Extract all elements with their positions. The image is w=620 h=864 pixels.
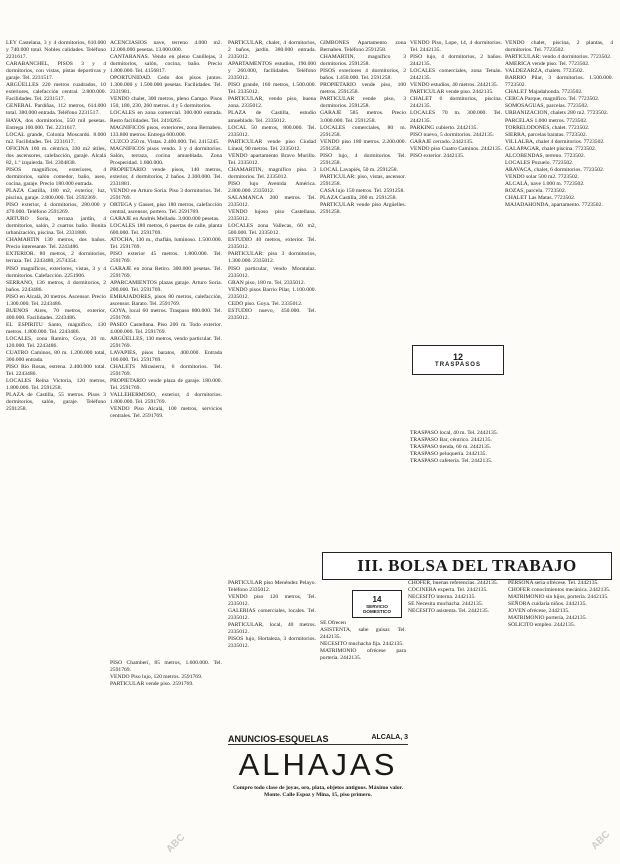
alhajas-body: Compro todo clase de joyas, oro, plata, objetos antiguos. Máximo valor. Monte. Calle Espoz y Mina, 15, piso primero. xyxy=(232,785,404,798)
classified-ad: PISO exterior, 4 dormitorios, 280.000 y 470.000. Teléfono 2591269. xyxy=(6,202,106,216)
classified-ad: HAYA, dos dormitorios, 550 mil pesetas. Entrega 100.000. Tel. 2231617. xyxy=(6,117,106,131)
classified-ad: CHALETS Mirasierra, 6 dormitorios. Tel. 2591769. xyxy=(110,364,222,378)
classified-ad: LOCAL grande, Colonia Moscardó. 8.000 m2. Facilidades. Tel. 2231617. xyxy=(6,131,106,145)
classified-ad: CUATRO Caminos, 80 m. 1.200.000 total, 300.000 entrada. xyxy=(6,350,106,364)
alhajas-headline: ALHAJAS xyxy=(238,747,398,782)
classified-ad: CHAMARTIN 130 metros, dos baños. Precio interesante. Tel. 2243486. xyxy=(6,237,106,251)
classified-ad: PISO Río Rosas, estrena. 2.400.000 total. Tel. 2243486. xyxy=(6,364,106,378)
classified-ad: PISO Chamberí, 85 metros, 1.600.000. Tel. 2591769. xyxy=(110,660,222,674)
classified-ad: VENDO piso 120 metros, Tel. 2335012. xyxy=(228,594,316,608)
classified-ad: ARGÜELLES, 130 metros, vendo particular. Tel. 2591769. xyxy=(110,335,222,350)
classified-ad: VENDO solar 500 m2. 7723502. xyxy=(505,173,579,180)
classified-ad: PISO nuevo, 5 dormitorios. 2442135. xyxy=(410,131,495,138)
classified-ad: VENDO Piso, Lope, 14, 4 dormitorios. Tel. 2442135. xyxy=(410,40,502,54)
classified-ad: CHOFER, buenas referencias. 2442135. xyxy=(408,580,499,586)
classified-ad: MATRIMONIO sin hijos, portería. 2442135. xyxy=(508,594,609,601)
classified-ad: OPORTUNIDAD. Cedo dos pisos juntos. 1.300.000 y 1.500.000 pesetas. Facilidades. Tel. 2331981. xyxy=(110,75,222,96)
classified-ad: PARTICULAR vende piso. 2442135. xyxy=(410,89,494,96)
classified-ad: PARTICULAR, vendo piso, buena zona. 2335012. xyxy=(228,96,316,110)
classified-ad: VENDO estudios, 40 metros. 2442135. xyxy=(410,82,499,89)
classified-ad: VENDO chalet, piscina, 2 plantas, 4 dormitorios. Tel. 7723502. xyxy=(505,40,613,54)
classified-ad: LOCALES, zona Ramiro, Goya, 20 m. 120.000. Tel. 2243486. xyxy=(6,335,106,350)
classified-ad: AMERICA vende piso. Tel. 7723502. xyxy=(505,61,590,68)
classified-ad: PARCELAS 1.000 metros. 7723502. xyxy=(505,117,588,124)
classified-ad: GARAJE 585 metros. Precio 3.000.000. Tel. 2591258. xyxy=(320,110,406,124)
classified-ad: LOCALES comerciales, 80 m. 2591258. xyxy=(320,124,406,138)
classified-ad: PISO particular, vendo Moratalaz. 2335012. xyxy=(228,265,316,279)
classified-ad: GARAJE cerrado. 2442135. xyxy=(410,138,474,145)
classified-ad: LOCALES 70 m. 300.000. Tel. 2442135. xyxy=(410,110,502,124)
classified-ad: GENERAL Pardiñas, 112 metros, 614.000 total. 380.000 entrada. Teléfono 2231517. xyxy=(6,103,106,117)
classified-ad: PLAZA Castilla, 180 m2, exterior, luz, piscina, garaje. 2.800.000. Tel. 2592369. xyxy=(6,187,106,202)
classified-ad: PROPIETARIO vende plaza de garaje. 180.000. Tel. 2591769. xyxy=(110,378,222,392)
classified-ad: MATRIMONIO ofrécese para portería. 2442135. xyxy=(320,648,406,662)
traspasos-title: TRASPASOS xyxy=(435,362,481,368)
classified-ad: BUENOS Aires, 70 metros, exterior, 400.000. Facilidades. 2243486. xyxy=(6,307,106,321)
classified-ad: CEDO piso. Goya. Tel. 2335012. xyxy=(228,300,303,307)
classified-ad: OFICINA 160 m. céntrica, 330 m2 útiles, dos ascensores, calefacción, garaje. Alcalá 82, 1.º izquierda. Tel. 2304838. xyxy=(6,145,106,166)
classified-ad: LOCAL Lavapiés, 50 m. 2591258. xyxy=(320,166,398,173)
classified-ad: LOCALES zona Vallecas, 60 m2, 500.000. Tel. 2335012. xyxy=(228,223,316,237)
classified-ad: LAVAPIES, pisos baratos, 400.000. Entrada 100.000. Tel. 2591769. xyxy=(110,350,222,364)
classified-ad: CHOFER conocimientos mecánica. 2442135. xyxy=(508,587,611,594)
classifieds-column-2-bottom xyxy=(110,660,222,730)
classified-ad: SEÑORA cuidaría niños. 2442135. xyxy=(508,601,587,608)
esquelas-ad xyxy=(228,734,408,832)
classified-ad: EXTERIOR. 80 metros, 2 dormitorios, terraza. Tel. 2243480, 2574354. xyxy=(6,251,106,265)
classifieds-column-5 xyxy=(410,40,502,370)
abc-watermark: ABC xyxy=(164,831,188,856)
classified-ad: TRASPASO Bar, céntrico. 2442135. xyxy=(410,437,492,444)
classified-ad: VENDO chalet, 300 metros, pleno Campo. Pisos 150, 180, 230, 260 metros. 4 y 5 dormitorios. xyxy=(110,96,222,110)
classified-ad: ACENCIASIOS nave, terreno 4.000 m2. 12.000.000 pesetas. 13.000.000. xyxy=(110,40,222,54)
classified-ad: LOCALES Reina Victoria, 120 metros, 1.800.000. Tel. 2591258. xyxy=(6,378,106,392)
classifieds-column-1 xyxy=(6,40,106,762)
classified-ad: PARTICULAR vende piso. 2591769. xyxy=(110,681,194,688)
esquelas-title: ANUNCIOS-ESQUELAS xyxy=(228,734,329,744)
classified-ad: SALAMANCA 200 metros. Tel. 2335012. xyxy=(228,195,316,209)
classified-ad: NECESITO asistenta. Tel. 2442135. xyxy=(408,608,490,615)
traspasos-column xyxy=(410,430,502,552)
classified-ad: TRASPASO peluquería. 2442135. xyxy=(410,451,487,458)
classified-ad: PARTICULAR vende piso Argüelles. 2591258. xyxy=(320,202,406,216)
classified-ad: PISO magníficos, exteriores, vistas, 3 y 4 dormitorios. Calefacción. 2251906. xyxy=(6,265,106,279)
classified-ad: SIERRA, parcelas baratas. 7723502. xyxy=(505,131,588,138)
classified-ad: ASISTENTA, sabe guisar. Tel. 2442135. xyxy=(320,627,406,641)
classified-ad: VENDO piso 180 metros. 2.200.000. 2591258. xyxy=(320,138,406,152)
classified-ad: PROPIETARIO vende piso, 100 metros. 2591258. xyxy=(320,82,406,96)
classified-ad: LOCALES en zona comercial. 300.000 entrada. Resto facilidades. Tel. 2410265. xyxy=(110,110,222,124)
classified-ad: CERCA Parque, magnífico. Tel. 7723502. xyxy=(505,96,600,103)
classified-ad: ESTUDIO nuevo, 450.000. Tel. 2335012. xyxy=(228,307,316,321)
classified-ad: TRASPASO cafetería. Tel. 2442135. xyxy=(410,458,493,465)
classified-ad: GALERIAS comerciales, locales. Tel. 2335012. xyxy=(228,608,316,622)
classified-ad: CHAMARTIN, magnífico piso. 3 dormitorios. Tel. 2335012. xyxy=(228,166,316,180)
bolsa-trabajo-title: III. BOLSA DEL TRABAJO xyxy=(357,556,577,575)
classified-ad: SERRANO, 136 metros, 4 dormitorios, 2 baños. 2243486. xyxy=(6,279,106,293)
classified-ad: SE Necesita muchacha. 2442135. xyxy=(408,601,484,608)
classified-ad: MATRIMONIO portería, 2442135. xyxy=(508,615,587,622)
classified-ad: PISO grande, 160 metros, 1.500.000. Tel. 2335012. xyxy=(228,82,316,96)
classified-ad: PLAZA de Castilla, 55 metros. Pisos 3 dormitorios, salón, garaje. Teléfono 2591258. xyxy=(6,392,106,413)
classified-ad: PARTICULAR: piso 3 dormitorios, 1.300.000. 2335012. xyxy=(228,251,316,265)
classified-ad: PARTICULAR vende piso, 3 dormitorios. 2591258. xyxy=(320,96,406,110)
classified-ad: TRASPASO tienda, 60 m. 2442135. xyxy=(410,444,492,451)
classified-ad: GOYA, local 60 metros. Traspaso 800.000. Tel. 2591769. xyxy=(110,307,222,321)
classified-ad: PLAZA Castilla, 200 m. 2591258. xyxy=(320,195,397,202)
classified-ad: PARTICULAR: vendo 4 dormitorios. 7723502. xyxy=(505,54,612,61)
classified-ad: PISO exterior. 2442135. xyxy=(410,152,465,159)
classifieds-column-3-bottom xyxy=(228,580,316,684)
classified-ad: SOMOSAGUAS, parcelas. 7723502. xyxy=(505,103,589,110)
classified-ad: COCINERA experta. Tel. 2442135. xyxy=(408,587,488,594)
classified-ad: PARTICULAR vende piso Ciudad Lineal, 90 metros. Tel. 2335012. xyxy=(228,138,316,152)
servicio-number: 14 xyxy=(372,594,382,604)
classified-ad: PISO lujo, 4 dormitorios, 2 baños. 2442135. xyxy=(410,54,502,68)
classified-ad: ALCALÁ, nave 1.000 m. 7723502. xyxy=(505,180,585,187)
classified-ad: LEY Castelana, 3 y 4 dormitorios, 610.000 y 740.000 total. Nobles calidades. Teléfono 2231617. xyxy=(6,40,106,61)
classifieds-column-3 xyxy=(228,40,316,620)
classified-ad: BARRIO Pilar, 3 dormitorios. 1.500.000. 7723502. xyxy=(505,75,613,89)
classified-ad: ATOCHA, 130 m., chaflán, luminoso. 1.500.000. Tel. 2591769. xyxy=(110,237,222,251)
classified-ad: GARAJE en zona Retiro. 300.000 pesetas. Tel. 2591769. xyxy=(110,265,222,279)
classified-ad: CHAMARTIN, magnífico 3 dormitorios. 2591258. xyxy=(320,54,406,68)
classified-ad: CHALET 6 dormitorios, piscina. 2442135. xyxy=(410,96,502,110)
classified-ad: VENDO lujoso piso Castellana. 2335012. xyxy=(228,209,316,223)
classified-ad: PISO lujo, 4 dormitorios. Tel. 2591258. xyxy=(320,152,406,166)
classified-ad: ROZAS, parcela. 7723502. xyxy=(505,187,567,194)
classified-ad: MAGNIFICOS pisos, exteriores, zona Bernabeu. 133.800 metros. Entrega 600.000. xyxy=(110,124,222,138)
classified-ad: PISO lujo Avenida América. 2.800.000. 2335012. xyxy=(228,180,316,194)
esquelas-header xyxy=(228,734,408,745)
classified-ad: ESTUDIO 40 metros, exterior. Tel. 2335012. xyxy=(228,237,316,251)
classified-ad: VENDO Piso lujo, 120 metros. 2591769. xyxy=(110,674,203,681)
classified-ad: CUZCO 250 m. Vistas. 2.400.000. Tel. 2415245. xyxy=(110,138,220,145)
servicio-domestico-header xyxy=(352,590,402,618)
traspasos-number: 12 xyxy=(452,352,463,362)
bolsa-column-2 xyxy=(408,580,504,692)
classified-ad: CASA lujo 150 metros. Tel. 2591258. xyxy=(320,187,405,194)
classified-ad: LOCALES Pozuelo. 7723502. xyxy=(505,159,574,166)
classified-ad: VENDO Piso Alcalá, 100 metros, servicios centrales. Tel. 2591769. xyxy=(110,406,222,420)
abc-watermark: ABC xyxy=(589,828,613,853)
classified-ad: VENDO apartamento Bravo Murillo. Tel. 2335012. xyxy=(228,152,316,166)
classified-ad: EL ESPIRITU Santo, magnífico, 130 metros. 1.800.000. Tel. 2243486. xyxy=(6,321,106,335)
esquelas-address: ALCALA, 3 xyxy=(371,734,408,741)
classified-ad: NECESITO muchacha fija. 2442135. xyxy=(320,641,404,648)
classified-ad: MAJADAHONDA, apartamento. 7723502. xyxy=(505,202,603,209)
classified-ad: ARTURO Soria, terraza jardín, 4 dormitorios, salón, 2 cuartos baño. Bonita urbanización, piscina. Tel. 2331880. xyxy=(6,216,106,237)
classified-ad: PASEO Castellana. Piso 200 m. Todo exterior. 4.000.000. Tel. 2591769. xyxy=(110,321,222,335)
classified-ad: VENDO en Arturo Soria. Piso 3 dormitorios. Tel. 2591769. xyxy=(110,187,222,202)
classified-ad: LOCALES 180 metros, 6 puertas de calle, planta 600.000. Tel. 2591769. xyxy=(110,223,222,237)
classified-ad: APARCAMIENTOS plazas garaje. Arturo Soria. 200.000. Tel. 2591769. xyxy=(110,279,222,293)
classified-ad: TORRELODONES, chalet. 7723502. xyxy=(505,124,590,131)
bolsa-column-3 xyxy=(508,580,612,812)
classified-ad: CANTARANAS. Vendo en pleno Canillejas, 3 dormitorios, salón, cocina, baño. Precio 1.800.000. Tel. 4156817. xyxy=(110,54,222,75)
bolsa-trabajo-header xyxy=(322,552,612,580)
classified-ad: PROPIETARIO vende pisos, 140 metros, exterior, 4 dormitorios, 2 baños. 2.300.000. Tel. 2331881. xyxy=(110,166,222,187)
classified-ad: VALLEHERMOSO, exterior, 4 dormitorios. 1.800.000. Tel. 2591769. xyxy=(110,392,222,406)
classified-ad: PARTICULAR, chalet, 4 dormitorios, 2 baños, jardín. 380.000 entrada. 2335012. xyxy=(228,40,316,61)
classified-ad: ARAVACA, chalet, 6 dormitorios. 7723502. xyxy=(505,166,605,173)
classified-ad: ORTEGA y Gasset, piso 180 metros, calefacción central, ascensor, portero. Tel. 2591769. xyxy=(110,202,222,216)
classified-ad: PERSONA seria ofrécese. Tel. 2442135. xyxy=(508,580,599,586)
classified-ad: APARTAMENTOS estudios, 190.000 y 260.000, facilidades. Teléfono 2335012. xyxy=(228,61,316,82)
classified-ad: JOVEN ofrécese, 2442135. xyxy=(508,608,570,615)
classified-ad: PISOS lujo, Hortaleza, 3 dormitorios. 2335012. xyxy=(228,636,316,650)
classified-ad: TRASPASO local, 40 m. Tel. 2442135. xyxy=(410,430,499,436)
classified-ad: VALDEZARZA, chalets. 7723502. xyxy=(505,68,584,75)
servicio-domestico-column xyxy=(320,620,406,720)
classified-ad: EMBAJADORES, pisos 80 metros, calefacción, ascensor. Barato. Tel. 2591769. xyxy=(110,293,222,307)
servicio-title: SERVICIO DOMESTICO xyxy=(363,603,391,614)
classified-ad: GARAJE en Andrés Mellado. 3.000.000 pesetas. xyxy=(110,216,220,223)
classified-ad: PISO exterior 45 metros. 1.800.000. Tel. 2591769. xyxy=(110,251,222,265)
classified-ad: ARGÜELLES 220 metros cuadrados, 10 exteriores, calefacción central. 2.800.000. Facilidades. Tel. 2231517. xyxy=(6,82,106,103)
classified-ad: NECESITO interna. 2442135. xyxy=(408,594,476,601)
classified-ad: PISOS magníficos, exteriores, 4 dormitorios, salón comedor, baño, aseo, cocina, garaje. Precio 180.000 entrada. xyxy=(6,166,106,187)
classified-ad: PARTICULAR piso Menéndez Pelayo. Teléfono 2335012. xyxy=(228,580,316,594)
classified-ad: GRAN piso, 180 m. Tel. 2335012. xyxy=(228,279,306,286)
classified-ad: PARKING cubierto. 2442135. xyxy=(410,124,478,131)
classifieds-column-2 xyxy=(110,40,222,700)
classified-ad: GIMBONES Apartamento zona Bernabeu. Teléfono 2591258. xyxy=(320,40,406,54)
classified-ad: URBANIZACION, chalets 280 m2. 7723502. xyxy=(505,110,609,117)
classified-ad: CHALET Majadahonda. 7723502. xyxy=(505,89,583,96)
classified-ad: GALAPAGAR, chalet piscina. 7723502. xyxy=(505,145,597,152)
classified-ad: VILLALBA, chalet 4 dormitorios. 7723502. xyxy=(505,138,605,145)
classified-ad: CARABANCHEL, PISOS 3 y 4 dormitorios, con vistas, pistas deportivas y garaje. Tel. 2231517. xyxy=(6,61,106,82)
classified-ad: PLAZA de Castilla, estudio amueblado. Tel. 2335012. xyxy=(228,110,316,124)
classified-ad: PISOS exteriores 4 dormitorios, 2 baños. 1.450.000. Tel. 2591258. xyxy=(320,68,406,82)
classified-ad: MAGNIFICOS pisos vendo. 3 y 4 dormitorios. Salón, terraza, cocina amueblada. Zona Prosperidad. 1.600.000. xyxy=(110,145,222,166)
classified-ad: LOCAL 50 metros, 800.000. Tel. 2335012. xyxy=(228,124,316,138)
classified-ad: ALCOBENDAS, terreno. 7723502. xyxy=(505,152,586,159)
classified-ad: PARTICULAR, local, 40 metros. 2335012. xyxy=(228,622,316,636)
classified-ad: VENDO pisos Barrio Pilar, 1.100.000. 2335012. xyxy=(228,286,316,300)
classified-ad: PARTICULAR: piso, vistas, ascensor. 2591258. xyxy=(320,173,406,187)
classified-ad: CHALET Las Matas. 7723502. xyxy=(505,195,576,202)
classifieds-column-4 xyxy=(320,40,406,472)
classified-ad: SOLICITO empleo. 2442135. xyxy=(508,622,576,629)
traspasos-section-header xyxy=(412,345,504,375)
classified-ad: LOCALES comerciales, zona Tetuán. 2442135. xyxy=(410,68,502,82)
classified-ad: PISO en Alcalá, 20 metros. Ascensor. Precio 1.300.000. Tel. 2243486. xyxy=(6,293,106,307)
classified-ad: SE Ofrecen xyxy=(320,620,346,626)
classified-ad: VENDO piso Cuatro Caminos. 2442135. xyxy=(410,145,502,152)
